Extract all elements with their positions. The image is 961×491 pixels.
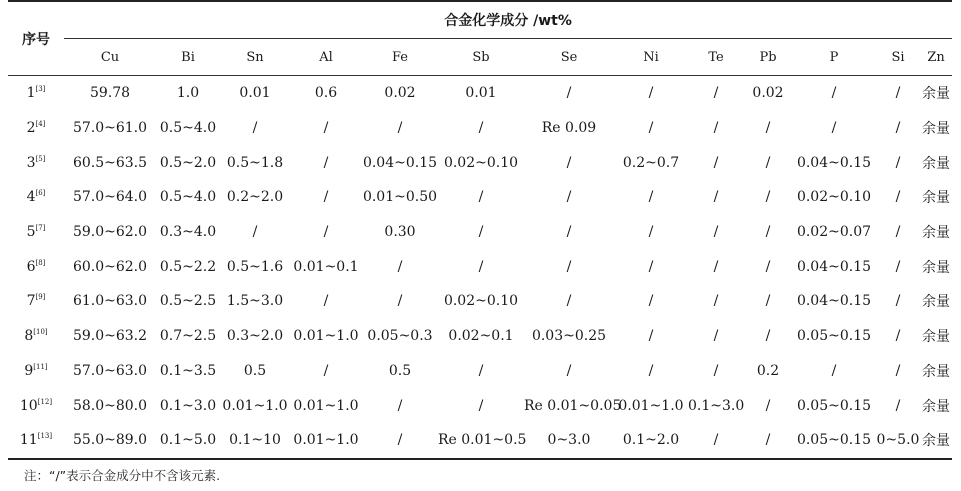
- cell-fe: /: [397, 397, 403, 414]
- cell-sn: 0.5~1.6: [226, 258, 284, 275]
- cell-sn: 0.2~2.0: [226, 189, 284, 206]
- cell-p: /: [831, 362, 837, 379]
- cell-se: /: [566, 85, 572, 102]
- cell-si: /: [895, 224, 901, 241]
- cell-bi: 0.5~2.0: [159, 154, 217, 171]
- cell-cu: 60.0~62.0: [72, 258, 148, 275]
- table-row: [8, 111, 952, 146]
- table-row: [8, 354, 952, 389]
- element-header-se: Se: [524, 39, 614, 76]
- cell-zn: 余量: [922, 294, 951, 311]
- cell-sb: /: [478, 362, 484, 379]
- cell-si: /: [895, 258, 901, 275]
- cell-ni: 0.2~0.7: [622, 154, 680, 171]
- table-row: [8, 76, 952, 111]
- row-seq-number: 10: [19, 397, 38, 414]
- cell-fe: 0.02: [384, 85, 416, 102]
- cell-sn: 0.3~2.0: [226, 328, 284, 345]
- cell-ni: /: [648, 120, 654, 137]
- cell-se: /: [566, 154, 572, 171]
- cell-sn: 1.5~3.0: [226, 293, 284, 310]
- row-seq-cell: [8, 145, 64, 180]
- cell-ni: 0.01~1.0: [618, 397, 684, 414]
- cell-te: /: [713, 258, 719, 275]
- cell-cu: 55.0~89.0: [72, 432, 148, 449]
- cell-sb: /: [478, 224, 484, 241]
- cell-fe: /: [397, 258, 403, 275]
- cell-zn: 余量: [922, 225, 951, 242]
- cell-sb: 0.01: [465, 85, 497, 102]
- row-seq-cell: [8, 388, 64, 423]
- cell-te: /: [713, 189, 719, 206]
- table-row: [8, 284, 952, 319]
- cell-sb: /: [478, 397, 484, 414]
- cell-sb: /: [478, 189, 484, 206]
- cell-p: 0.04~0.15: [796, 293, 872, 310]
- element-header-fe: Fe: [362, 39, 438, 76]
- cell-si: /: [895, 85, 901, 102]
- element-header-cu: Cu: [64, 39, 156, 76]
- cell-fe: 0.30: [384, 224, 416, 241]
- cell-zn: 余量: [922, 259, 951, 276]
- cell-te: /: [713, 224, 719, 241]
- cell-te: /: [713, 154, 719, 171]
- cell-sb: 0.02~0.10: [443, 293, 519, 310]
- cell-cu: 59.0~62.0: [72, 224, 148, 241]
- element-header-bi: Bi: [156, 39, 220, 76]
- reference-citation: [3]: [35, 85, 46, 94]
- cell-te: /: [713, 120, 719, 137]
- composition-table-container: [8, 0, 952, 460]
- cell-zn: 余量: [922, 86, 951, 103]
- cell-te: /: [713, 328, 719, 345]
- cell-sb: /: [478, 120, 484, 137]
- cell-se: Re 0.09: [541, 120, 597, 137]
- cell-al: 0.01~1.0: [293, 397, 359, 414]
- cell-sb: Re 0.01~0.5: [438, 432, 527, 449]
- cell-cu: 57.0~61.0: [72, 120, 148, 137]
- cell-se: /: [566, 362, 572, 379]
- cell-pb: /: [765, 397, 771, 414]
- cell-si: /: [895, 154, 901, 171]
- row-seq-cell: [8, 319, 64, 354]
- reference-citation: [7]: [35, 224, 46, 233]
- row-seq-cell: [8, 215, 64, 250]
- cell-zn: 余量: [922, 433, 951, 450]
- element-header-te: Te: [688, 39, 744, 76]
- cell-ni: /: [648, 362, 654, 379]
- cell-p: 0.02~0.07: [796, 224, 872, 241]
- cell-zn: 余量: [922, 121, 951, 138]
- row-seq-number: 6: [26, 258, 36, 275]
- cell-sb: /: [478, 258, 484, 275]
- cell-fe: /: [397, 293, 403, 310]
- cell-cu: 59.0~63.2: [72, 328, 148, 345]
- cell-p: 0.05~0.15: [796, 328, 872, 345]
- table-row: [8, 249, 952, 284]
- row-seq-cell: [8, 111, 64, 146]
- element-header-ni: Ni: [614, 39, 688, 76]
- cell-se: /: [566, 189, 572, 206]
- cell-sn: 0.5: [243, 362, 267, 379]
- row-seq-number: 3: [26, 154, 36, 171]
- table-body: [8, 76, 952, 459]
- cell-sn: /: [252, 224, 258, 241]
- reference-citation: [10]: [33, 328, 48, 337]
- cell-ni: 0.1~2.0: [622, 432, 680, 449]
- row-seq-cell: [8, 76, 64, 111]
- alloy-composition-table: [8, 0, 952, 460]
- cell-si: 0~5.0: [876, 432, 920, 449]
- cell-cu: 61.0~63.0: [72, 293, 148, 310]
- cell-al: 0.01~1.0: [293, 432, 359, 449]
- row-seq-number: 9: [24, 362, 34, 379]
- cell-ni: /: [648, 85, 654, 102]
- row-seq-cell: [8, 354, 64, 389]
- cell-al: /: [323, 293, 329, 310]
- row-seq-number: 2: [26, 120, 36, 137]
- cell-sn: 0.1~10: [229, 432, 281, 449]
- element-header-p: P: [792, 39, 876, 76]
- element-header-zn: Zn: [920, 39, 952, 76]
- cell-al: 0.01~0.1: [293, 258, 359, 275]
- cell-sb: 0.02~0.1: [448, 328, 514, 345]
- cell-bi: 1.0: [176, 85, 200, 102]
- cell-bi: 0.1~3.5: [159, 362, 217, 379]
- table-row: [8, 388, 952, 423]
- reference-citation: [9]: [35, 293, 46, 302]
- cell-ni: /: [648, 293, 654, 310]
- cell-te: /: [713, 432, 719, 449]
- cell-se: /: [566, 258, 572, 275]
- row-seq-number: 8: [24, 328, 34, 345]
- row-seq-number: 4: [26, 189, 36, 206]
- cell-si: /: [895, 293, 901, 310]
- cell-sn: 0.5~1.8: [226, 154, 284, 171]
- cell-cu: 59.78: [89, 85, 131, 102]
- row-seq-number: 1: [26, 85, 36, 102]
- cell-zn: 余量: [922, 190, 951, 207]
- cell-sn: 0.01~1.0: [222, 397, 288, 414]
- cell-zn: 余量: [922, 329, 951, 346]
- reference-citation: [12]: [37, 397, 53, 406]
- cell-pb: /: [765, 120, 771, 137]
- row-seq-number: 5: [26, 224, 36, 241]
- table-row: [8, 145, 952, 180]
- table-row: [8, 319, 952, 354]
- cell-si: /: [895, 397, 901, 414]
- row-seq-cell: [8, 249, 64, 284]
- cell-bi: 0.5~4.0: [159, 189, 217, 206]
- element-header-si: Si: [876, 39, 920, 76]
- reference-citation: [11]: [33, 362, 48, 371]
- cell-cu: 57.0~63.0: [72, 362, 148, 379]
- row-seq-number: 11: [19, 432, 38, 449]
- cell-p: 0.04~0.15: [796, 258, 872, 275]
- cell-fe: /: [397, 432, 403, 449]
- cell-p: 0.05~0.15: [796, 397, 872, 414]
- row-seq-cell: [8, 180, 64, 215]
- cell-bi: 0.5~4.0: [159, 120, 217, 137]
- cell-fe: 0.04~0.15: [362, 154, 438, 171]
- cell-ni: /: [648, 189, 654, 206]
- cell-al: /: [323, 224, 329, 241]
- cell-zn: 余量: [922, 363, 951, 380]
- cell-fe: 0.01~0.50: [362, 189, 438, 206]
- cell-pb: /: [765, 154, 771, 171]
- reference-citation: [6]: [35, 189, 46, 198]
- cell-si: /: [895, 328, 901, 345]
- cell-bi: 0.1~5.0: [159, 432, 217, 449]
- cell-te: 0.1~3.0: [688, 397, 745, 414]
- cell-fe: 0.5: [388, 362, 412, 379]
- cell-zn: 余量: [922, 398, 951, 415]
- cell-te: /: [713, 293, 719, 310]
- cell-sn: /: [252, 120, 258, 137]
- row-seq-number: 7: [26, 293, 36, 310]
- cell-al: /: [323, 362, 329, 379]
- cell-se: Re 0.01~0.05: [524, 397, 622, 414]
- cell-bi: 0.5~2.5: [159, 293, 217, 310]
- cell-ni: /: [648, 224, 654, 241]
- reference-citation: [8]: [35, 258, 46, 267]
- cell-te: /: [713, 362, 719, 379]
- cell-bi: 0.1~3.0: [159, 397, 217, 414]
- cell-se: 0~3.0: [547, 432, 591, 449]
- cell-zn: 余量: [922, 155, 951, 172]
- cell-ni: /: [648, 328, 654, 345]
- element-header-al: Al: [290, 39, 362, 76]
- cell-pb: /: [765, 224, 771, 241]
- table-row: [8, 180, 952, 215]
- cell-p: /: [831, 85, 837, 102]
- reference-citation: [4]: [35, 120, 46, 129]
- element-header-sb: Sb: [438, 39, 524, 76]
- cell-al: 0.6: [314, 85, 338, 102]
- reference-citation: [5]: [35, 154, 46, 163]
- cell-fe: /: [397, 120, 403, 137]
- cell-pb: 0.02: [752, 85, 784, 102]
- cell-cu: 57.0~64.0: [72, 189, 148, 206]
- cell-se: 0.03~0.25: [531, 328, 607, 345]
- cell-cu: 58.0~80.0: [72, 397, 148, 414]
- cell-pb: /: [765, 293, 771, 310]
- cell-bi: 0.5~2.2: [159, 258, 217, 275]
- cell-p: 0.05~0.15: [796, 432, 872, 449]
- cell-si: /: [895, 362, 901, 379]
- table-row: [8, 423, 952, 459]
- cell-se: /: [566, 224, 572, 241]
- reference-citation: [13]: [37, 432, 53, 441]
- cell-si: /: [895, 120, 901, 137]
- cell-pb: 0.2: [756, 362, 780, 379]
- cell-si: /: [895, 189, 901, 206]
- element-header-sn: Sn: [220, 39, 290, 76]
- cell-al: /: [323, 154, 329, 171]
- cell-p: /: [831, 120, 837, 137]
- cell-se: /: [566, 293, 572, 310]
- cell-bi: 0.3~4.0: [159, 224, 217, 241]
- cell-pb: /: [765, 328, 771, 345]
- cell-pb: /: [765, 258, 771, 275]
- seq-header: 序号: [8, 1, 64, 76]
- cell-al: /: [323, 120, 329, 137]
- cell-p: 0.02~0.10: [796, 189, 872, 206]
- cell-ni: /: [648, 258, 654, 275]
- cell-al: 0.01~1.0: [293, 328, 359, 345]
- cell-pb: /: [765, 432, 771, 449]
- cell-al: /: [323, 189, 329, 206]
- cell-cu: 60.5~63.5: [72, 154, 148, 171]
- cell-p: 0.04~0.15: [796, 154, 872, 171]
- cell-pb: /: [765, 189, 771, 206]
- cell-sn: 0.01: [239, 85, 271, 102]
- element-header-pb: Pb: [744, 39, 792, 76]
- row-seq-cell: [8, 284, 64, 319]
- cell-fe: 0.05~0.3: [367, 328, 433, 345]
- row-seq-cell: [8, 423, 64, 459]
- table-row: [8, 215, 952, 250]
- composition-group-header: 合金化学成分 /wt%: [64, 1, 952, 39]
- cell-bi: 0.7~2.5: [159, 328, 217, 345]
- table-footnote: 注：“/”表示合金成分中不含该元素.: [24, 468, 221, 483]
- cell-te: /: [713, 85, 719, 102]
- cell-sb: 0.02~0.10: [443, 154, 519, 171]
